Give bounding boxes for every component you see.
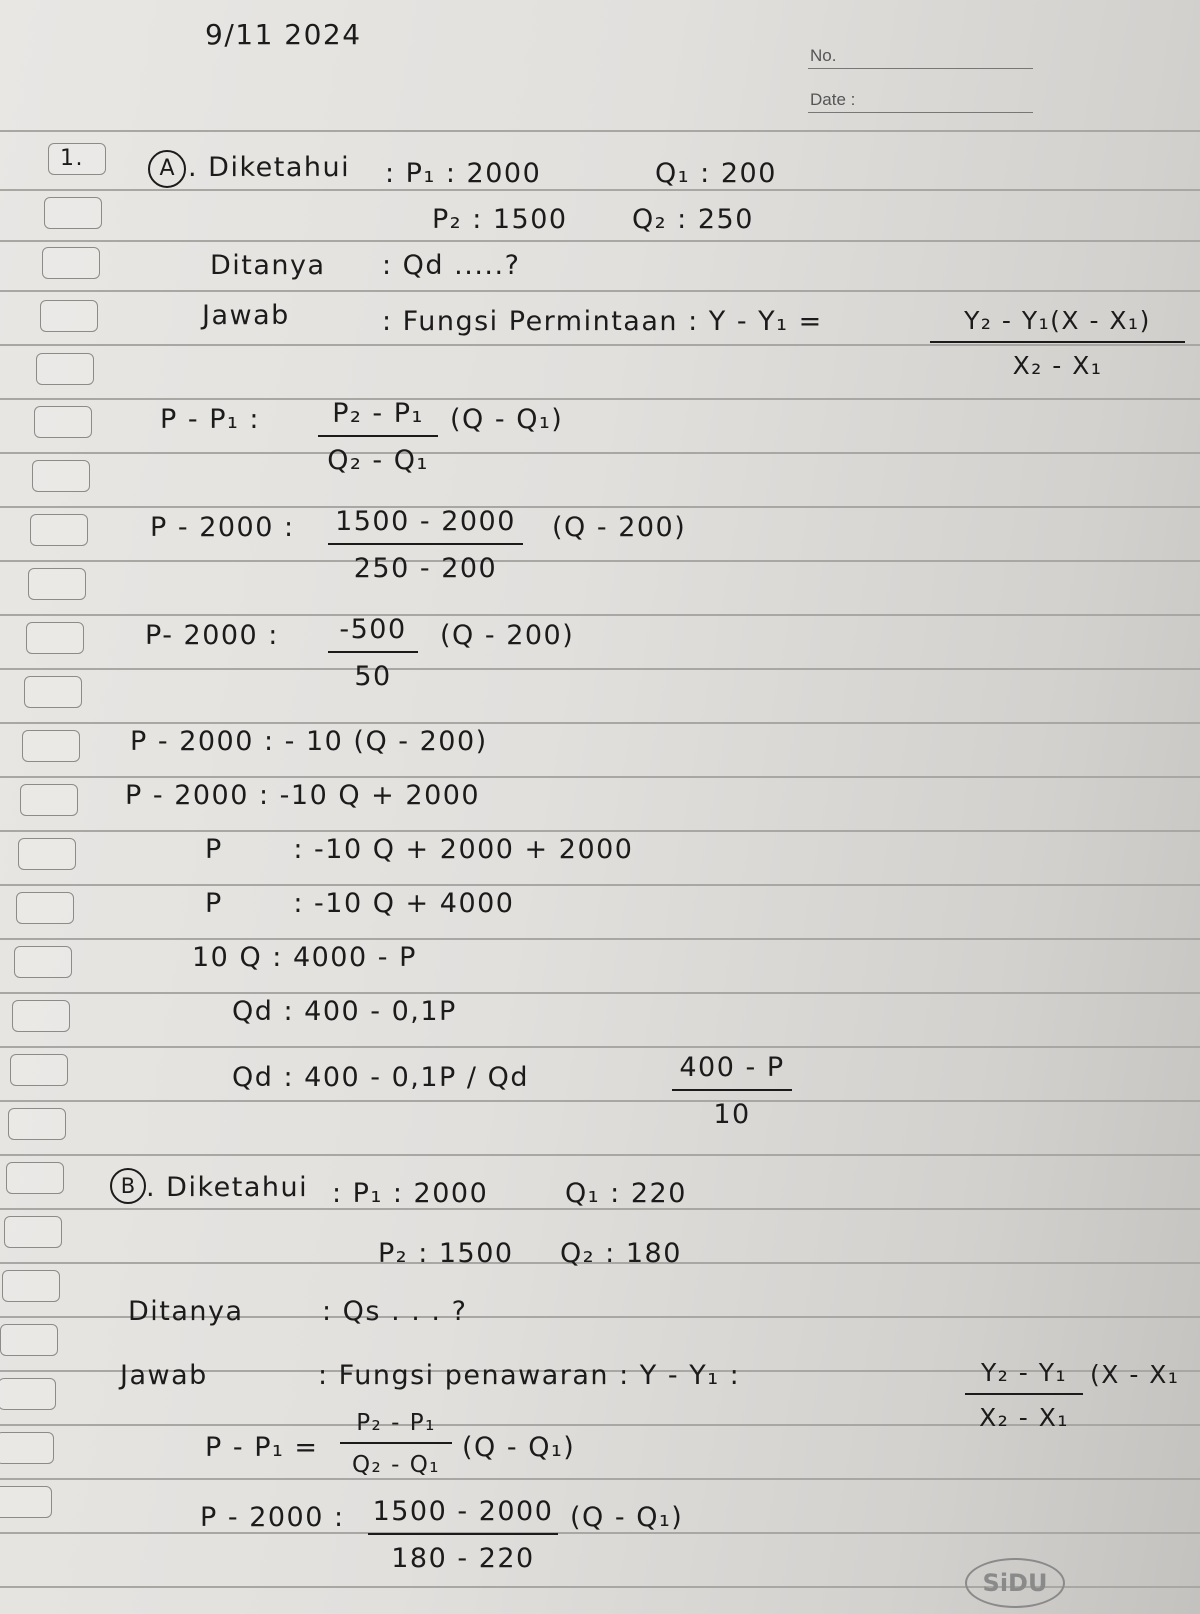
margin-box [18, 838, 76, 870]
margin-box [36, 353, 94, 385]
step-9: Qd : 400 - 0,1P [232, 996, 457, 1027]
part-b-marker: B [110, 1168, 146, 1204]
step-2-numerator: 1500 - 2000 [328, 506, 523, 545]
jawab-label: Jawab [202, 300, 290, 331]
jawab-label-b: Jawab [120, 1360, 208, 1391]
step-6: P : -10 Q + 2000 + 2000 [205, 834, 634, 865]
step-1-left-b: P - P₁ = [205, 1432, 319, 1463]
p2-value-b: P₂ : 1500 [378, 1238, 514, 1269]
margin-box [6, 1162, 64, 1194]
step-2-numerator-b: 1500 - 2000 [368, 1496, 558, 1535]
step-1-right-b: (Q - Q₁) [462, 1432, 576, 1463]
margin-box [12, 1000, 70, 1032]
step-2-fraction [328, 506, 523, 584]
margin-box [24, 676, 82, 708]
margin-box [0, 1378, 56, 1410]
step-2-right: (Q - 200) [552, 512, 687, 543]
jawab-value-b: : Fungsi penawaran : Y - Y₁ : [318, 1360, 741, 1391]
ditanya-label-b: Ditanya [128, 1296, 244, 1327]
diketahui-label: . Diketahui [188, 152, 351, 183]
margin-box [8, 1108, 66, 1140]
step-10-fraction [672, 1052, 792, 1130]
rule-line [0, 1154, 1200, 1156]
rule-line [0, 938, 1200, 940]
formula-right-b: (X - X₁ [1090, 1360, 1180, 1389]
ditanya-value-b: : Qs . . . ? [322, 1296, 468, 1327]
step-7: P : -10 Q + 4000 [205, 888, 515, 919]
date-underline [808, 112, 1033, 113]
jawab-value: : Fungsi Permintaan : Y - Y₁ = [382, 306, 823, 337]
step-3-fraction [328, 614, 418, 692]
margin-box [4, 1216, 62, 1248]
margin-box [32, 460, 90, 492]
rule-line [0, 398, 1200, 400]
step-10-denominator: 10 [713, 1099, 751, 1130]
step-1-numerator-b: P₂ - P₁ [340, 1410, 452, 1444]
rule-line [0, 884, 1200, 886]
rule-line [0, 1478, 1200, 1480]
rule-line [0, 452, 1200, 454]
margin-box [26, 622, 84, 654]
demand-formula-fraction [930, 306, 1185, 380]
step-4: P - 2000 : - 10 (Q - 200) [130, 726, 488, 757]
ditanya-value: : Qd .....? [382, 250, 521, 281]
margin-box [0, 1486, 52, 1518]
margin-box [20, 784, 78, 816]
no-label: No. [810, 46, 837, 65]
margin-box [22, 730, 80, 762]
brand-logo: SiDU [965, 1558, 1065, 1608]
step-3-right: (Q - 200) [440, 620, 575, 651]
margin-box [40, 300, 98, 332]
rule-line [0, 830, 1200, 832]
p2-value: P₂ : 1500 [432, 204, 568, 235]
formula-numerator-b: Y₂ - Y₁ [965, 1358, 1083, 1395]
rule-line [0, 560, 1200, 562]
rule-line [0, 1100, 1200, 1102]
margin-box [16, 892, 74, 924]
step-2-left: P - 2000 : [150, 512, 295, 543]
margin-box [14, 946, 72, 978]
margin-box [28, 568, 86, 600]
step-3-numerator: -500 [328, 614, 418, 653]
step-2-denominator-b: 180 - 220 [391, 1543, 535, 1574]
q1-value: Q₁ : 200 [655, 158, 777, 189]
problem-number: 1. [60, 146, 84, 171]
rule-line [0, 506, 1200, 508]
q2-value-b: Q₂ : 180 [560, 1238, 682, 1269]
rule-line [0, 1046, 1200, 1048]
formula-denominator-b: X₂ - X₁ [979, 1403, 1069, 1432]
step-1-fraction [318, 398, 438, 476]
rule-line [0, 189, 1200, 191]
step-10-numerator: 400 - P [672, 1052, 792, 1091]
step-8: 10 Q : 4000 - P [192, 942, 417, 973]
step-2-right-b: (Q - Q₁) [570, 1502, 684, 1533]
step-1-numerator: P₂ - P₁ [318, 398, 438, 437]
margin-box [0, 1324, 58, 1356]
margin-box [42, 247, 100, 279]
rule-line [0, 240, 1200, 242]
p1-value-b: : P₁ : 2000 [332, 1178, 489, 1209]
step-2-fraction-b [368, 1496, 558, 1574]
step-1-left: P - P₁ : [160, 404, 260, 435]
q1-value-b: Q₁ : 220 [565, 1178, 687, 1209]
part-a-marker: A [148, 150, 186, 188]
rule-line [0, 776, 1200, 778]
margin-box [30, 514, 88, 546]
formula-numerator: Y₂ - Y₁(X - X₁) [930, 306, 1185, 343]
step-3-denominator: 50 [354, 661, 392, 692]
q2-value: Q₂ : 250 [632, 204, 754, 235]
step-3-left: P- 2000 : [145, 620, 279, 651]
rule-line [0, 614, 1200, 616]
margin-box [0, 1432, 54, 1464]
supply-formula-fraction [965, 1358, 1083, 1432]
step-2-denominator: 250 - 200 [353, 553, 498, 584]
no-underline [808, 68, 1033, 69]
formula-denominator: X₂ - X₁ [1012, 351, 1103, 380]
step-5: P - 2000 : -10 Q + 2000 [125, 780, 481, 811]
rule-line [0, 992, 1200, 994]
margin-box [2, 1270, 60, 1302]
step-2-left-b: P - 2000 : [200, 1502, 345, 1533]
step-10-left: Qd : 400 - 0,1P / Qd [232, 1062, 529, 1093]
margin-box [10, 1054, 68, 1086]
p1-value: : P₁ : 2000 [385, 158, 542, 189]
step-1-denominator-b: Q₂ - Q₁ [351, 1452, 441, 1478]
rule-line [0, 130, 1200, 132]
rule-line [0, 290, 1200, 292]
rule-line [0, 722, 1200, 724]
step-1-right: (Q - Q₁) [450, 404, 564, 435]
margin-box [34, 406, 92, 438]
diketahui-label-b: . Diketahui [146, 1172, 309, 1203]
step-1-fraction-b [340, 1410, 452, 1478]
rule-line [0, 668, 1200, 670]
ditanya-label: Ditanya [210, 250, 326, 281]
margin-box [44, 197, 102, 229]
step-1-denominator: Q₂ - Q₁ [327, 445, 429, 476]
date-label: Date : [810, 90, 856, 109]
handwritten-date: 9/11 2024 [205, 18, 362, 51]
